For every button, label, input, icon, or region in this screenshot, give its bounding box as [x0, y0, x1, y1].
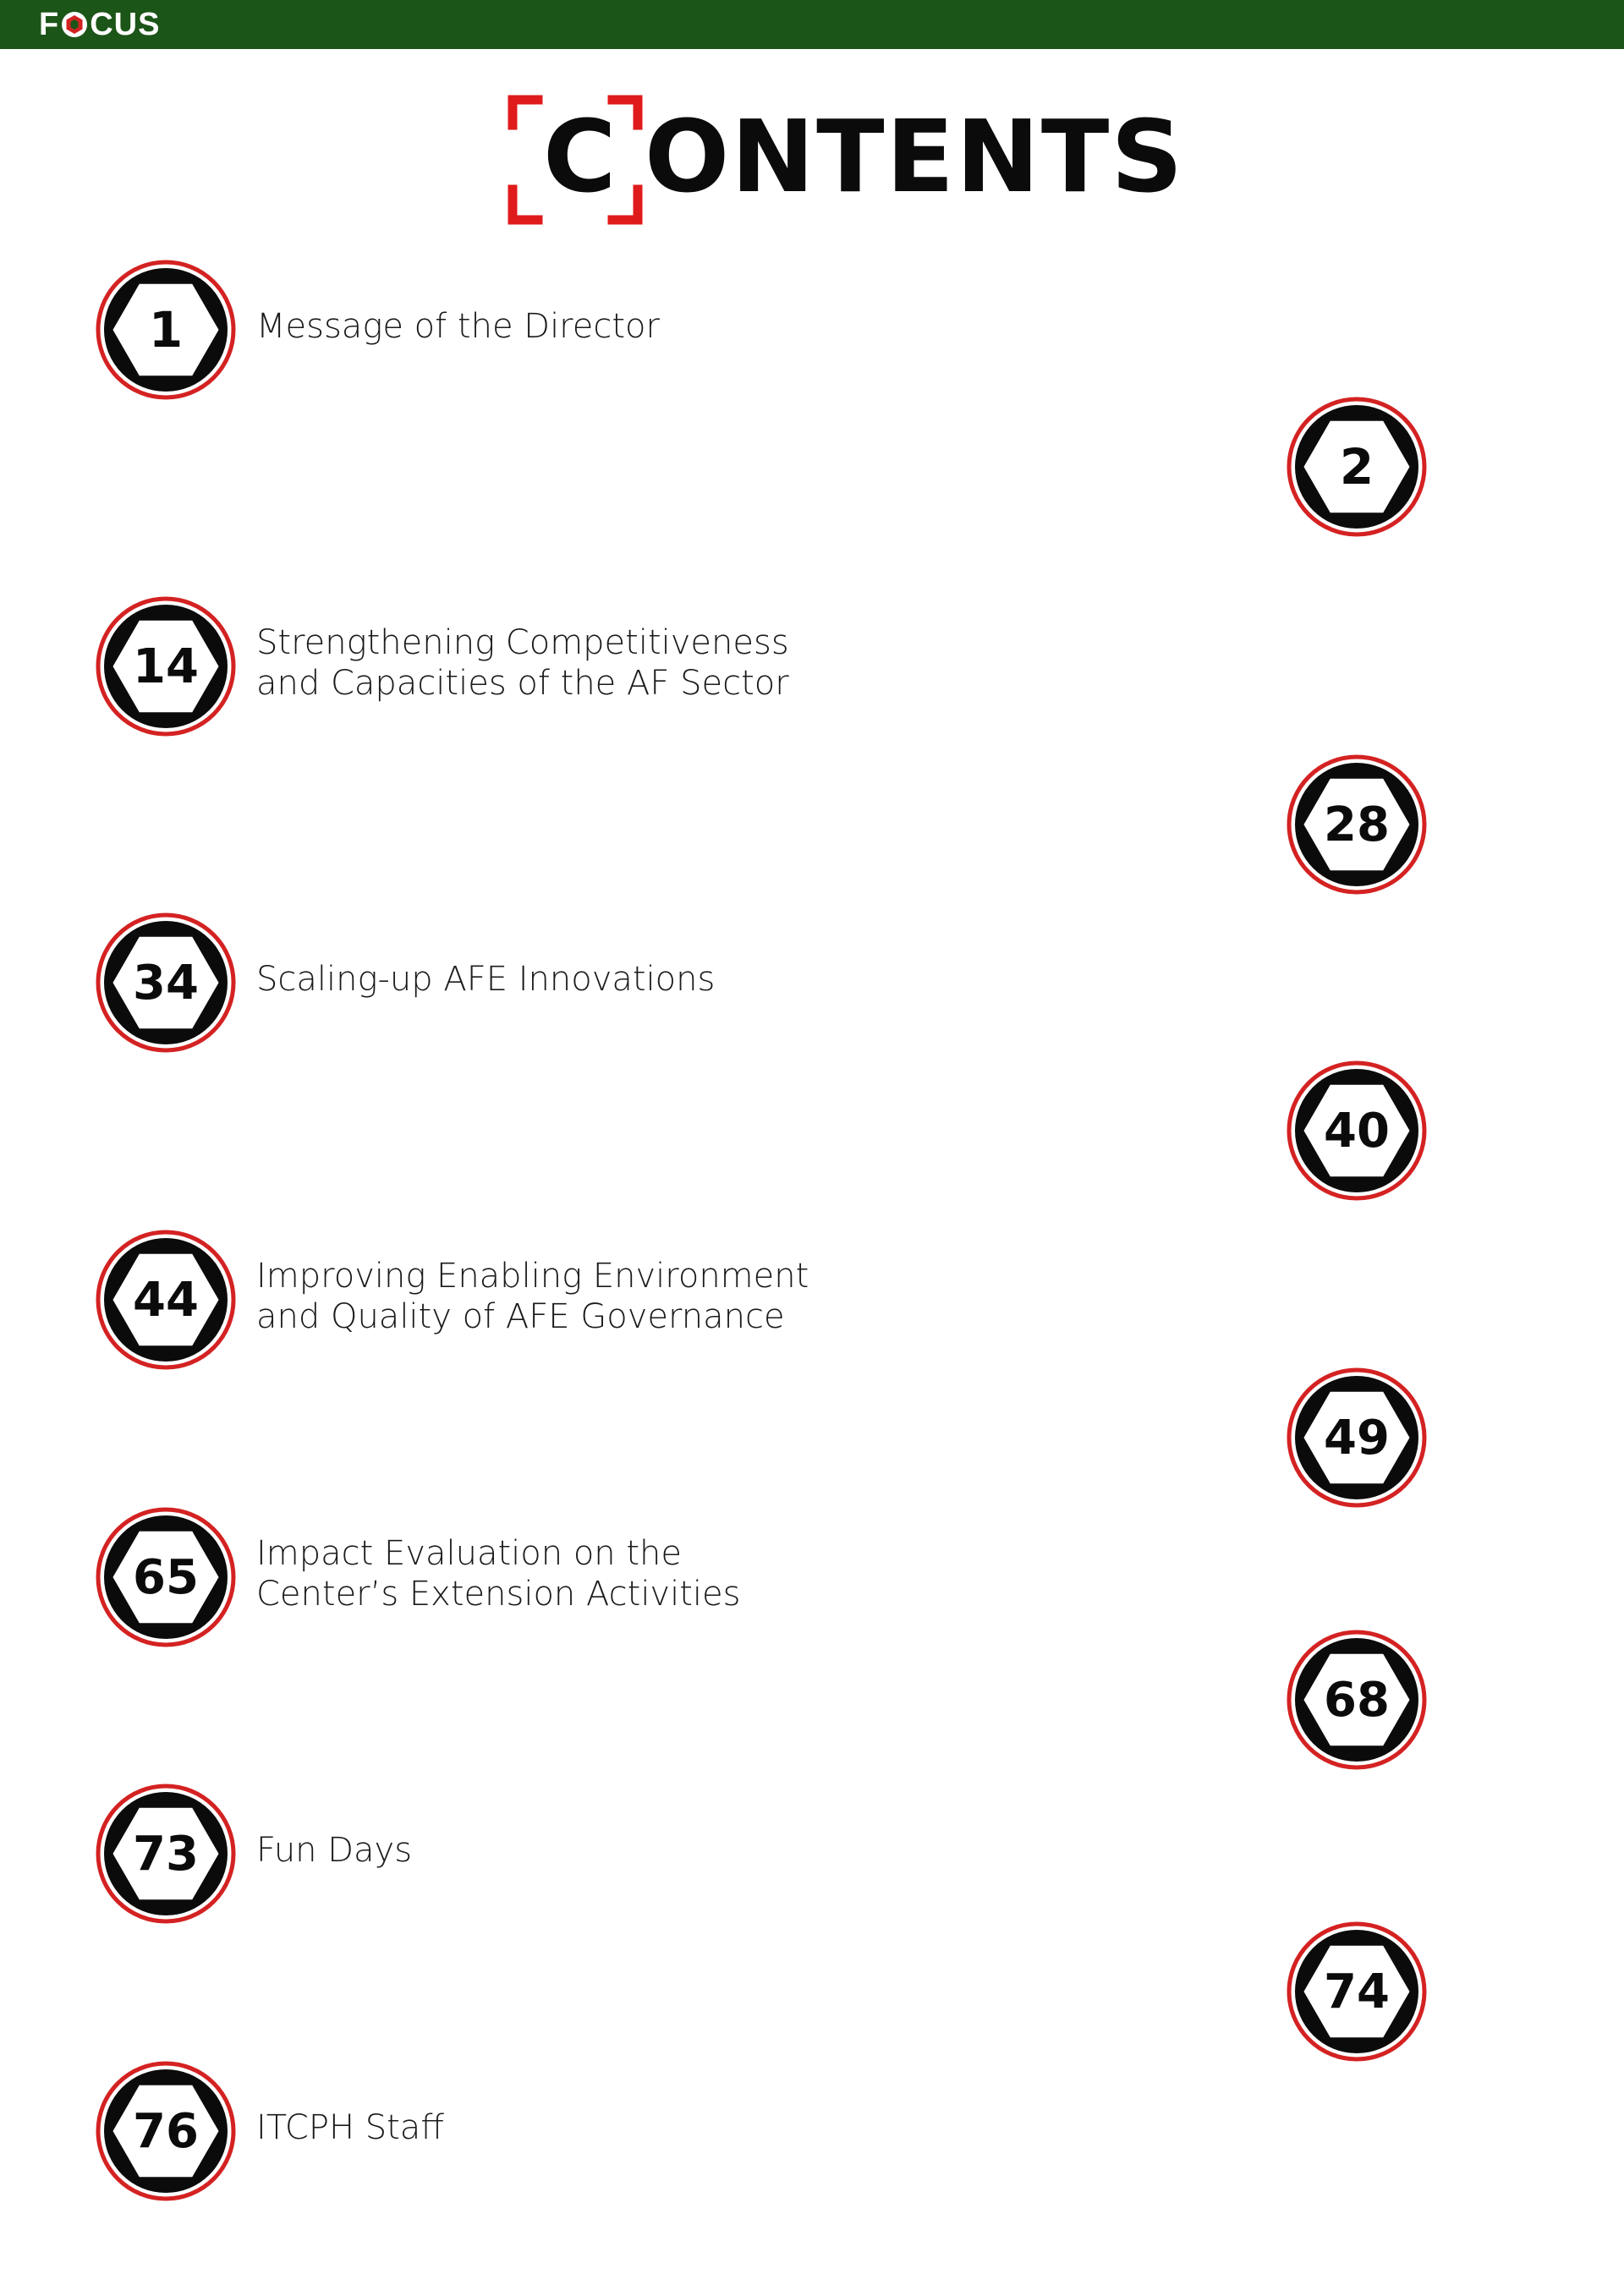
toc-entry-title-line: Center’s Extension Activities [256, 1575, 741, 1614]
page-number-badge [1287, 1060, 1427, 1201]
page-number-badge [1287, 1921, 1427, 2062]
page-number-badge [96, 1784, 236, 1924]
page-number: 40 [1324, 1103, 1390, 1159]
contents-title [508, 95, 1185, 230]
toc-entry-title [256, 1256, 809, 1337]
page-number-badge [96, 1507, 236, 1647]
toc-entry-title [256, 622, 789, 704]
page-number: 2 [1339, 438, 1374, 496]
page-number-badge [96, 1230, 236, 1370]
toc-entry-title [256, 959, 715, 1000]
aperture-icon [60, 10, 89, 39]
toc-entry-title-line: Strengthening Competitiveness [256, 623, 789, 662]
page-number: 76 [133, 2103, 199, 2159]
page-number: 44 [133, 1272, 199, 1328]
toc-entry-title [256, 306, 660, 347]
title-text: ONTENTS [645, 98, 1185, 215]
page-number: 73 [133, 1826, 199, 1882]
page-number: 68 [1324, 1672, 1390, 1728]
page-number: 1 [148, 301, 184, 359]
page-number-badge [96, 2061, 236, 2201]
page-number: 74 [1324, 1964, 1390, 2019]
page-number-badge [1287, 1367, 1427, 1508]
top-bar [0, 0, 1624, 49]
toc-entry-title-line: ITCPH Staff [256, 2108, 444, 2147]
toc-entry-title-line: Impact Evaluation on the [256, 1534, 683, 1573]
brand-text-end: CUS [90, 6, 161, 42]
page-number-badge [1287, 397, 1427, 537]
toc-entry-title [256, 2107, 444, 2148]
page-number: 14 [133, 638, 199, 694]
toc-entry-title-line: Improving Enabling Environment [256, 1257, 809, 1296]
title-first-letter: C [543, 98, 617, 215]
page-number: 28 [1324, 797, 1390, 852]
page-number-badge [1287, 754, 1427, 895]
page-number: 34 [133, 955, 199, 1011]
toc-entry-title-line: and Quality of AFE Governance [256, 1297, 785, 1336]
page-number: 65 [133, 1549, 199, 1605]
page-number-badge [96, 260, 236, 400]
toc-entry-title-line: Fun Days [256, 1831, 413, 1870]
toc-entry-title-line: and Capacities of the AF Sector [256, 664, 789, 703]
brand-text-start: F [39, 6, 60, 42]
page-number-badge [96, 596, 236, 737]
page-number-badge [96, 912, 236, 1053]
toc-entry-title-line: Scaling-up AFE Innovations [256, 960, 716, 999]
toc-entry-title [256, 1830, 412, 1871]
page-number: 49 [1324, 1410, 1390, 1466]
toc-entry-title-line: Message of the Director [256, 307, 660, 346]
page-number-badge [1287, 1630, 1427, 1770]
brand-logo [39, 5, 160, 44]
toc-entry-title [256, 1533, 740, 1614]
